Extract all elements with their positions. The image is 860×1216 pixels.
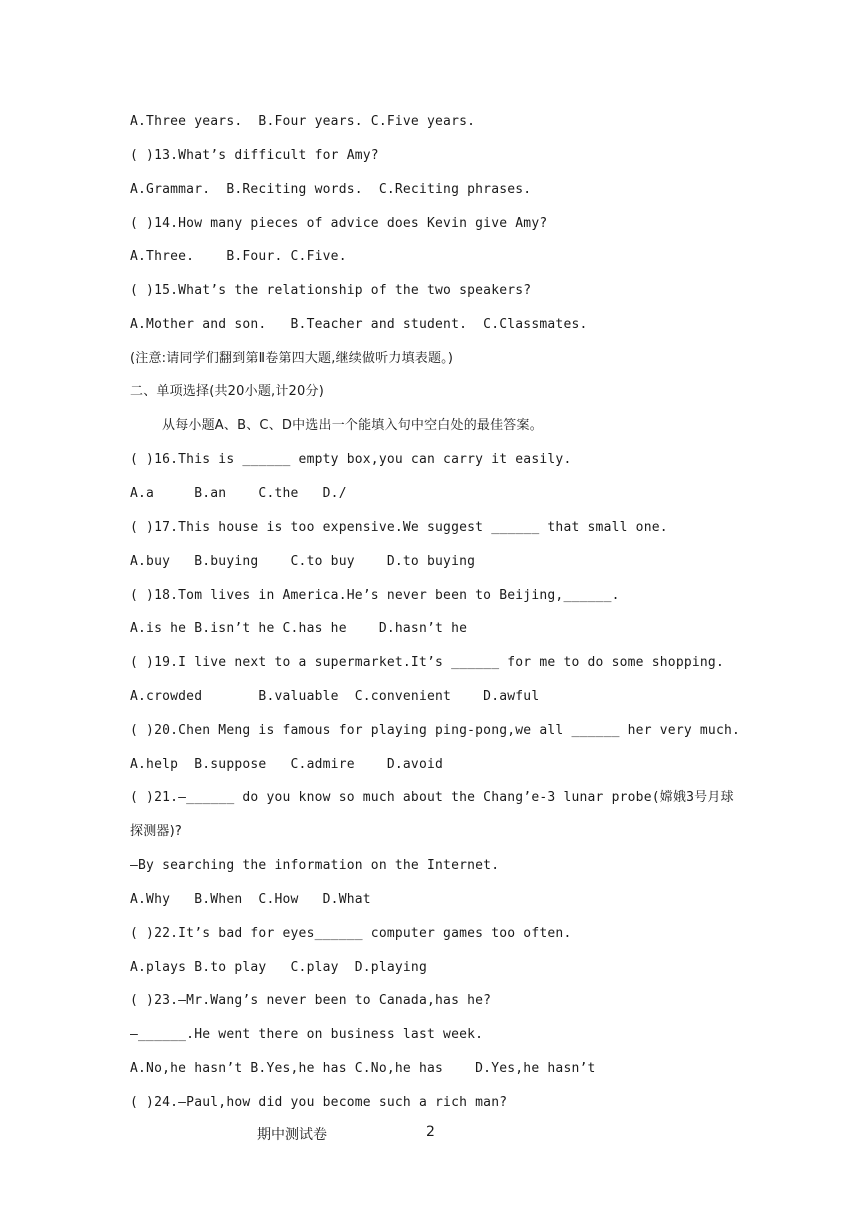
question-15: ( )15.What’s the relationship of the two speakers?: [130, 283, 532, 298]
listening-note: (注意:请同学们翻到第Ⅱ卷第四大题,继续做听力填表题。): [130, 351, 454, 366]
question-21-reply: —By searching the information on the Internet.: [130, 858, 500, 873]
answer-options-q13: A.Grammar. B.Reciting words. C.Reciting phrases.: [130, 182, 532, 197]
answer-options-q18: A.is he B.isn’t he C.has he D.hasn’t he: [130, 621, 468, 636]
answer-options-q14: A.Three. B.Four. C.Five.: [130, 249, 347, 264]
question-19: ( )19.I live next to a supermarket.It’s ______ for me to do some shopping.: [130, 655, 724, 670]
page-number: 2: [426, 1124, 435, 1140]
question-23-reply: —______.He went there on business last week.: [130, 1027, 484, 1042]
answer-options-q15: A.Mother and son. B.Teacher and student. C.Classmates.: [130, 317, 588, 332]
answer-options-q23: A.No,he hasn’t B.Yes,he has C.No,he has D.Yes,he hasn’t: [130, 1061, 596, 1076]
answer-options-q16: A.a B.an C.the D./: [130, 486, 347, 501]
question-23: ( )23.—Mr.Wang’s never been to Canada,has he?: [130, 993, 492, 1008]
answer-options-q17: A.buy B.buying C.to buy D.to buying: [130, 554, 476, 569]
question-24: ( )24.—Paul,how did you become such a rich man?: [130, 1095, 508, 1110]
section-heading: 二、单项选择(共20小题,计20分): [130, 384, 324, 399]
question-14: ( )14.How many pieces of advice does Kevin give Amy?: [130, 216, 548, 231]
question-21: ( )21.—______ do you know so much about the Chang’e-3 lunar probe(嫦娥3号月球: [130, 790, 734, 805]
question-20: ( )20.Chen Meng is famous for playing ping-pong,we all ______ her very much.: [130, 723, 741, 738]
answer-options-q12: A.Three years. B.Four years. C.Five years.: [130, 114, 476, 129]
question-22: ( )22.It’s bad for eyes______ computer games too often.: [130, 926, 572, 941]
section-instructions: 从每小题A、B、C、D中选出一个能填入句中空白处的最佳答案。: [162, 418, 543, 433]
question-21-continued: 探测器)?: [130, 824, 182, 839]
question-17: ( )17.This house is too expensive.We suggest ______ that small one.: [130, 520, 668, 535]
question-16: ( )16.This is ______ empty box,you can carry it easily.: [130, 452, 572, 467]
question-18: ( )18.Tom lives in America.He’s never been to Beijing,______.: [130, 588, 620, 603]
answer-options-q20: A.help B.suppose C.admire D.avoid: [130, 757, 444, 772]
page-footer: [0, 1124, 860, 1148]
footer-title: 期中测试卷: [257, 1127, 327, 1143]
answer-options-q19: A.crowded B.valuable C.convenient D.awful: [130, 689, 540, 704]
answer-options-q21: A.Why B.When C.How D.What: [130, 892, 371, 907]
answer-options-q22: A.plays B.to play C.play D.playing: [130, 960, 427, 975]
question-13: ( )13.What’s difficult for Amy?: [130, 148, 379, 163]
